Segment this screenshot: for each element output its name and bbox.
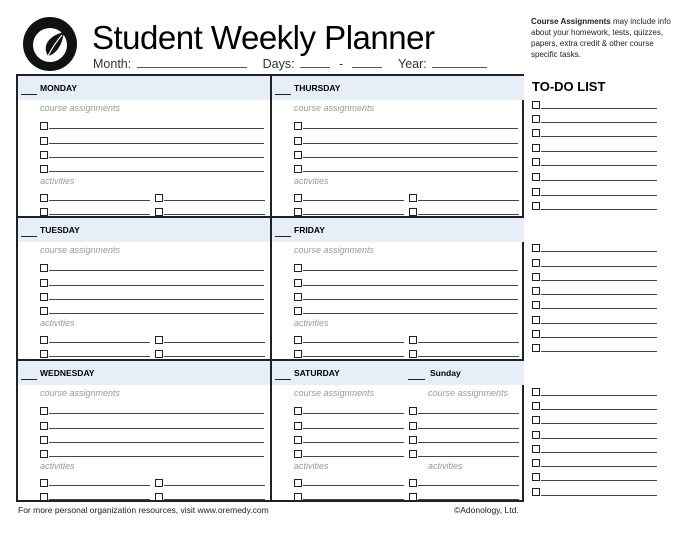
writing-line[interactable]: [49, 270, 264, 271]
todo-line[interactable]: [541, 151, 657, 152]
course-assignments-label: course assignments: [294, 103, 375, 113]
writing-line[interactable]: [303, 313, 518, 314]
writing-line[interactable]: [303, 285, 518, 286]
todo-line[interactable]: [541, 452, 657, 453]
writing-line[interactable]: [418, 442, 519, 443]
writing-line[interactable]: [418, 428, 519, 429]
checkbox[interactable]: [40, 336, 48, 344]
checkbox[interactable]: [40, 307, 48, 315]
writing-line[interactable]: [49, 214, 150, 215]
month-field[interactable]: [137, 56, 247, 68]
writing-line[interactable]: [303, 442, 404, 443]
checkbox[interactable]: [40, 422, 48, 430]
writing-line[interactable]: [418, 356, 519, 357]
todo-line[interactable]: [541, 251, 657, 252]
checkbox[interactable]: [294, 194, 302, 202]
day-header: [272, 218, 524, 242]
day-header-line: [275, 94, 291, 95]
todo-line[interactable]: [541, 266, 657, 267]
date-line: [93, 56, 489, 71]
checkbox[interactable]: [40, 194, 48, 202]
todo-line[interactable]: [541, 466, 657, 467]
writing-line[interactable]: [303, 342, 404, 343]
checkbox[interactable]: [40, 350, 48, 358]
writing-line[interactable]: [164, 499, 265, 500]
todo-checkbox[interactable]: [532, 202, 540, 210]
writing-line[interactable]: [303, 356, 404, 357]
todo-line[interactable]: [541, 438, 657, 439]
todo-line[interactable]: [541, 195, 657, 196]
todo-checkbox[interactable]: [532, 273, 540, 281]
checkbox[interactable]: [409, 194, 417, 202]
todo-checkbox[interactable]: [532, 431, 540, 439]
writing-line[interactable]: [303, 499, 404, 500]
todo-checkbox[interactable]: [532, 188, 540, 196]
writing-line[interactable]: [49, 128, 264, 129]
checkbox[interactable]: [294, 137, 302, 145]
checkbox[interactable]: [294, 293, 302, 301]
year-field[interactable]: [432, 56, 487, 68]
writing-line[interactable]: [49, 485, 150, 486]
todo-checkbox[interactable]: [532, 402, 540, 410]
checkbox[interactable]: [409, 422, 417, 430]
writing-line[interactable]: [418, 485, 519, 486]
week-grid: [16, 74, 524, 502]
writing-line[interactable]: [164, 214, 265, 215]
todo-line[interactable]: [541, 495, 657, 496]
checkbox[interactable]: [40, 165, 48, 173]
note-text: may include info about your homework, tests, quizzes, papers, extra credit & other course specific tasks.: [531, 17, 671, 59]
writing-line[interactable]: [164, 485, 265, 486]
checkbox[interactable]: [155, 194, 163, 202]
todo-line[interactable]: [541, 136, 657, 137]
writing-line[interactable]: [49, 413, 264, 414]
checkbox[interactable]: [409, 407, 417, 415]
todo-line[interactable]: [541, 337, 657, 338]
activities-label: activities: [294, 461, 329, 471]
writing-line[interactable]: [303, 428, 404, 429]
writing-line[interactable]: [49, 285, 264, 286]
checkbox[interactable]: [409, 208, 417, 216]
day-cell-weekend: [272, 361, 522, 501]
day-cell-thursday: [272, 76, 522, 216]
day-cell-monday: [18, 76, 268, 216]
todo-checkbox[interactable]: [532, 101, 540, 109]
todo-line[interactable]: [541, 108, 657, 109]
checkbox[interactable]: [409, 350, 417, 358]
checkbox[interactable]: [294, 350, 302, 358]
todo-line[interactable]: [541, 480, 657, 481]
sunday-header: [408, 361, 524, 385]
day-header-line: [21, 236, 37, 237]
course-assignments-label: course assignments: [294, 388, 375, 398]
writing-line[interactable]: [303, 456, 404, 457]
checkbox[interactable]: [40, 151, 48, 159]
writing-line[interactable]: [418, 413, 519, 414]
todo-checkbox[interactable]: [532, 158, 540, 166]
writing-line[interactable]: [164, 342, 265, 343]
writing-line[interactable]: [49, 442, 264, 443]
course-assignments-label: course assignments: [40, 245, 121, 255]
checkbox[interactable]: [40, 122, 48, 130]
checkbox[interactable]: [294, 407, 302, 415]
writing-line[interactable]: [49, 313, 264, 314]
writing-line[interactable]: [303, 413, 404, 414]
day-name: SATURDAY: [294, 368, 340, 378]
todo-checkbox[interactable]: [532, 173, 540, 181]
writing-line[interactable]: [303, 200, 404, 201]
day-header: [18, 361, 270, 385]
page-title: Student Weekly Planner: [92, 19, 435, 56]
day-header: [272, 76, 524, 100]
writing-line[interactable]: [418, 200, 519, 201]
activities-label: activities: [40, 176, 75, 186]
todo-line[interactable]: [541, 180, 657, 181]
checkbox[interactable]: [294, 208, 302, 216]
writing-line[interactable]: [49, 342, 150, 343]
day-header-line: [21, 94, 37, 95]
writing-line[interactable]: [418, 214, 519, 215]
days-separator: -: [339, 57, 344, 71]
checkbox[interactable]: [40, 479, 48, 487]
todo-checkbox[interactable]: [532, 488, 540, 496]
checkbox[interactable]: [294, 450, 302, 458]
todo-title: TO-DO LIST: [532, 79, 606, 94]
checkbox[interactable]: [294, 151, 302, 159]
day-header-line: [275, 379, 291, 380]
checkbox[interactable]: [409, 336, 417, 344]
todo-checkbox[interactable]: [532, 287, 540, 295]
checkbox[interactable]: [40, 450, 48, 458]
writing-line[interactable]: [49, 200, 150, 201]
todo-checkbox[interactable]: [532, 129, 540, 137]
todo-line[interactable]: [541, 351, 657, 352]
activities-label: activities: [294, 176, 329, 186]
day-header-line: [408, 379, 425, 380]
day-header-line: [21, 379, 37, 380]
writing-line[interactable]: [303, 270, 518, 271]
checkbox[interactable]: [409, 479, 417, 487]
todo-checkbox[interactable]: [532, 244, 540, 252]
checkbox[interactable]: [294, 436, 302, 444]
day-cell-wednesday: [18, 361, 268, 501]
day-name: WEDNESDAY: [40, 368, 95, 378]
activities-label: activities: [428, 461, 463, 471]
planner-logo: [22, 16, 78, 72]
writing-line[interactable]: [49, 356, 150, 357]
writing-line[interactable]: [303, 171, 518, 172]
todo-line[interactable]: [541, 308, 657, 309]
todo-checkbox[interactable]: [532, 416, 540, 424]
day-name: Sunday: [430, 368, 461, 378]
todo-line[interactable]: [541, 209, 657, 210]
writing-line[interactable]: [49, 499, 150, 500]
todo-line[interactable]: [541, 323, 657, 324]
todo-checkbox[interactable]: [532, 301, 540, 309]
course-assignments-label: course assignments: [294, 245, 375, 255]
checkbox[interactable]: [294, 422, 302, 430]
day-header: [18, 218, 270, 242]
day-cell-friday: [272, 218, 522, 358]
todo-line[interactable]: [541, 280, 657, 281]
checkbox[interactable]: [40, 436, 48, 444]
todo-checkbox[interactable]: [532, 459, 540, 467]
writing-line[interactable]: [164, 356, 265, 357]
todo-checkbox[interactable]: [532, 388, 540, 396]
checkbox[interactable]: [294, 307, 302, 315]
writing-line[interactable]: [49, 157, 264, 158]
writing-line[interactable]: [49, 143, 264, 144]
writing-line[interactable]: [303, 143, 518, 144]
todo-line[interactable]: [541, 165, 657, 166]
course-assignments-label: course assignments: [40, 388, 121, 398]
checkbox[interactable]: [40, 279, 48, 287]
todo-checkbox[interactable]: [532, 144, 540, 152]
writing-line[interactable]: [418, 456, 519, 457]
writing-line[interactable]: [303, 485, 404, 486]
checkbox[interactable]: [40, 137, 48, 145]
days-end-field[interactable]: [352, 56, 382, 68]
writing-line[interactable]: [303, 299, 518, 300]
checkbox[interactable]: [155, 336, 163, 344]
todo-line[interactable]: [541, 294, 657, 295]
writing-line[interactable]: [49, 299, 264, 300]
checkbox[interactable]: [155, 479, 163, 487]
todo-checkbox[interactable]: [532, 115, 540, 123]
days-label: Days:: [262, 57, 295, 71]
writing-line[interactable]: [303, 128, 518, 129]
checkbox[interactable]: [409, 450, 417, 458]
checkbox[interactable]: [40, 208, 48, 216]
year-label: Year:: [398, 57, 427, 71]
days-start-field[interactable]: [300, 56, 330, 68]
writing-line[interactable]: [303, 214, 404, 215]
checkbox[interactable]: [294, 493, 302, 501]
day-name: MONDAY: [40, 83, 77, 93]
checkbox[interactable]: [409, 436, 417, 444]
todo-checkbox[interactable]: [532, 473, 540, 481]
todo-checkbox[interactable]: [532, 445, 540, 453]
writing-line[interactable]: [303, 157, 518, 158]
course-assignments-note: [531, 16, 681, 60]
checkbox[interactable]: [294, 279, 302, 287]
writing-line[interactable]: [49, 428, 264, 429]
course-assignments-label: course assignments: [40, 103, 121, 113]
course-assignments-label: course assignments: [428, 388, 509, 398]
checkbox[interactable]: [40, 293, 48, 301]
checkbox[interactable]: [155, 350, 163, 358]
writing-line[interactable]: [49, 456, 264, 457]
writing-line[interactable]: [418, 499, 519, 500]
todo-line[interactable]: [541, 122, 657, 123]
footer-right: ©Adonology, Ltd.: [454, 505, 519, 515]
checkbox[interactable]: [155, 208, 163, 216]
footer-left: For more personal organization resources, visit www.oremedy.com: [18, 505, 269, 515]
day-name: THURSDAY: [294, 83, 341, 93]
day-header: [18, 76, 270, 100]
todo-line[interactable]: [541, 423, 657, 424]
day-header-line: [275, 236, 291, 237]
checkbox[interactable]: [294, 165, 302, 173]
checkbox[interactable]: [294, 122, 302, 130]
writing-line[interactable]: [49, 171, 264, 172]
month-label: Month:: [93, 57, 132, 71]
todo-checkbox[interactable]: [532, 344, 540, 352]
todo-checkbox[interactable]: [532, 259, 540, 267]
todo-line[interactable]: [541, 409, 657, 410]
checkbox[interactable]: [409, 493, 417, 501]
checkbox[interactable]: [294, 264, 302, 272]
day-name: TUESDAY: [40, 225, 80, 235]
checkbox[interactable]: [40, 264, 48, 272]
activities-label: activities: [40, 318, 75, 328]
day-name: FRIDAY: [294, 225, 325, 235]
todo-line[interactable]: [541, 395, 657, 396]
activities-label: activities: [294, 318, 329, 328]
todo-checkbox[interactable]: [532, 316, 540, 324]
checkbox[interactable]: [155, 493, 163, 501]
note-bold: Course Assignments: [531, 17, 611, 26]
writing-line[interactable]: [164, 200, 265, 201]
checkbox[interactable]: [294, 479, 302, 487]
activities-label: activities: [40, 461, 75, 471]
checkbox[interactable]: [294, 336, 302, 344]
checkbox[interactable]: [40, 407, 48, 415]
day-cell-tuesday: [18, 218, 268, 358]
checkbox[interactable]: [40, 493, 48, 501]
writing-line[interactable]: [418, 342, 519, 343]
todo-checkbox[interactable]: [532, 330, 540, 338]
